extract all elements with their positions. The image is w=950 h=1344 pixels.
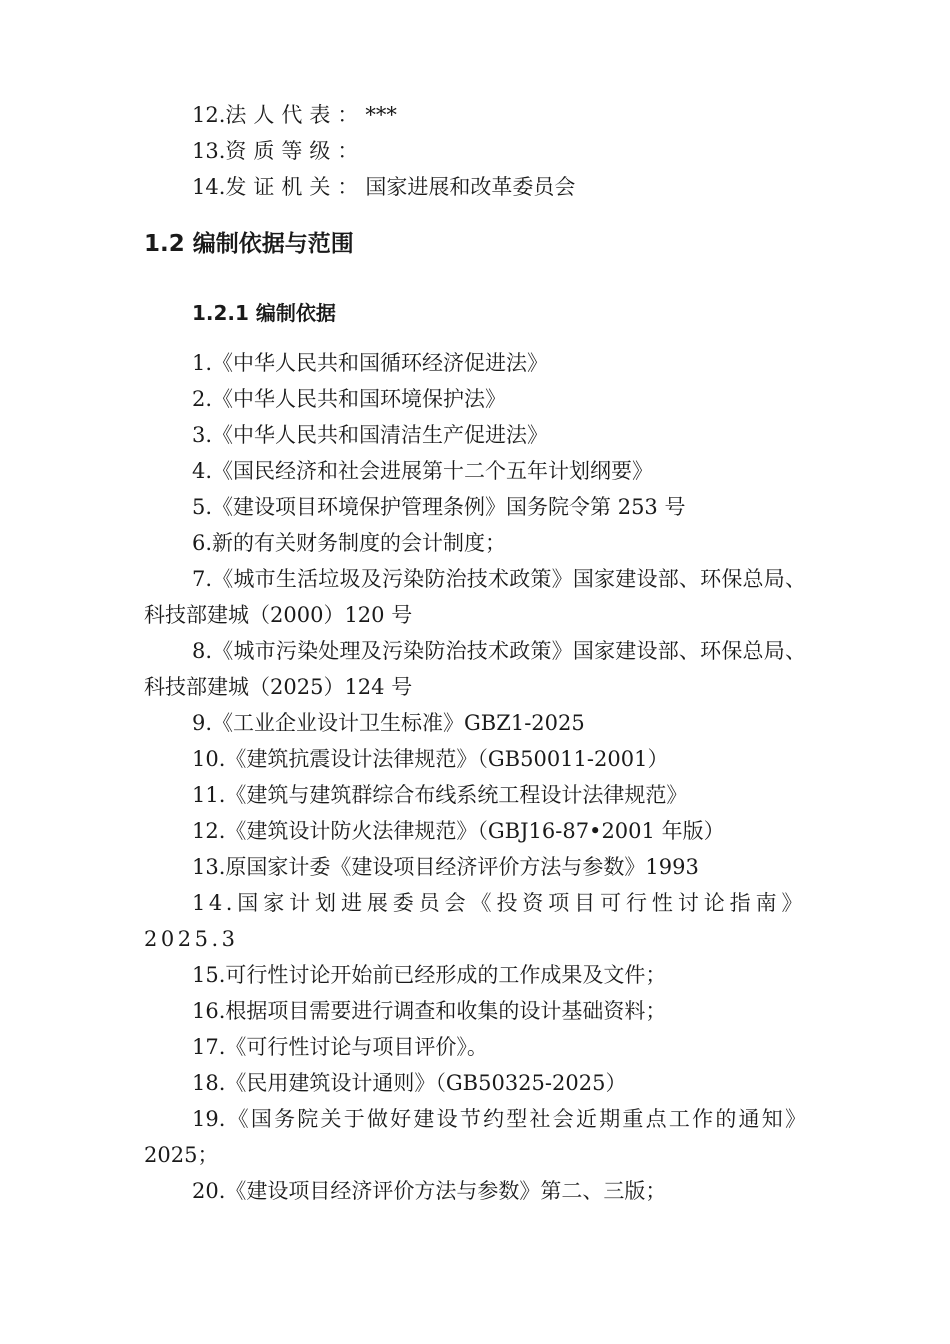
list-item: 8.《城市污染处理及污染防治技术政策》国家建设部、环保总局、科技部建城（2025）124 号 bbox=[144, 639, 806, 699]
subsection-heading: 1.2.1 编制依据 bbox=[192, 301, 336, 325]
info-label: 资质等级： bbox=[225, 139, 366, 163]
list-item: 4.《国民经济和社会进展第十二个五年计划纲要》 bbox=[192, 459, 654, 483]
info-number: 14. bbox=[192, 175, 226, 199]
list-item: 20.《建设项目经济评价方法与参数》第二、三版； bbox=[192, 1179, 667, 1203]
list-item: 10.《建筑抗震设计法律规范》（GB50011-2001） bbox=[192, 747, 669, 771]
list-item: 5.《建设项目环境保护管理条例》国务院令第 253 号 bbox=[192, 495, 686, 519]
list-item: 11.《建筑与建筑群综合布线系统工程设计法律规范》 bbox=[192, 783, 688, 807]
info-label: 法人代表： bbox=[225, 103, 366, 127]
list-item: 13.原国家计委《建设项目经济评价方法与参数》1993 bbox=[192, 855, 699, 879]
basis-list bbox=[144, 345, 806, 1209]
list-item: 9.《工业企业设计卫生标准》GBZ1-2025 bbox=[192, 711, 585, 735]
legal-representative-line bbox=[192, 101, 397, 129]
qualification-level-line bbox=[192, 137, 365, 165]
info-value: *** bbox=[365, 103, 397, 127]
list-item: 18.《民用建筑设计通则》（GB50325-2025） bbox=[192, 1071, 627, 1095]
info-number: 13. bbox=[192, 139, 226, 163]
section-heading: 1.2 编制依据与范围 bbox=[144, 231, 354, 257]
list-item: 17.《可行性讨论与项目评价》。 bbox=[192, 1035, 488, 1059]
list-item: 3.《中华人民共和国清洁生产促进法》 bbox=[192, 423, 549, 447]
info-label: 发证机关： bbox=[225, 175, 366, 199]
info-number: 12. bbox=[192, 103, 226, 127]
issuing-authority-line bbox=[192, 173, 575, 201]
list-item: 2.《中华人民共和国环境保护法》 bbox=[192, 387, 507, 411]
list-item: 14.国家计划进展委员会《投资项目可行性讨论指南》2025.3 bbox=[144, 891, 806, 951]
list-item: 19.《国务院关于做好建设节约型社会近期重点工作的通知》2025； bbox=[144, 1107, 806, 1167]
list-item: 12.《建筑设计防火法律规范》（GBJ16-87•2001 年版） bbox=[192, 819, 725, 843]
list-item: 7.《城市生活垃圾及污染防治技术政策》国家建设部、环保总局、科技部建城（2000）120 号 bbox=[144, 567, 806, 627]
info-value: 国家进展和改革委员会 bbox=[365, 175, 576, 199]
list-item: 15.可行性讨论开始前已经形成的工作成果及文件； bbox=[192, 963, 667, 987]
list-item: 16.根据项目需要进行调查和收集的设计基础资料； bbox=[192, 999, 667, 1023]
list-item: 6.新的有关财务制度的会计制度； bbox=[192, 531, 507, 555]
list-item: 1.《中华人民共和国循环经济促进法》 bbox=[192, 351, 549, 375]
